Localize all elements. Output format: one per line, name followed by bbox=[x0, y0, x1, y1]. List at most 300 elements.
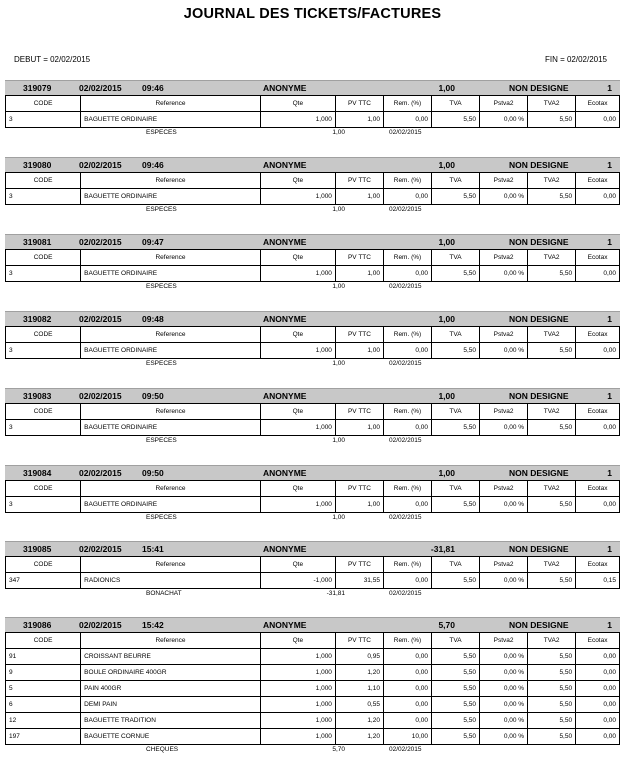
ticket-block bbox=[5, 388, 620, 446]
cell-pv-ttc: 1,10 bbox=[335, 681, 383, 697]
ticket-lines-table bbox=[5, 172, 620, 205]
cell-qte: 1,000 bbox=[260, 343, 335, 359]
column-header-pstva2: Pstva2 bbox=[480, 404, 528, 420]
payment-mode: ESPECES bbox=[146, 283, 177, 290]
ticket-designation: NON DESIGNE bbox=[509, 83, 569, 93]
column-header-reference: Reference bbox=[81, 404, 261, 420]
cell-qte: 1,000 bbox=[260, 649, 335, 665]
payment-line bbox=[5, 359, 620, 369]
column-header-reference: Reference bbox=[81, 633, 261, 649]
cell-remise: 0,00 bbox=[383, 649, 431, 665]
table-row bbox=[6, 420, 620, 436]
table-header-row bbox=[6, 633, 620, 649]
ticket-client: ANONYME bbox=[263, 544, 307, 554]
cell-ecotax: 0,00 bbox=[576, 665, 620, 681]
cell-remise: 0,00 bbox=[383, 497, 431, 513]
ticket-date: 02/02/2015 bbox=[79, 468, 122, 478]
column-header-remise: Rem. (%) bbox=[383, 250, 431, 266]
cell-pv-ttc: 31,55 bbox=[335, 573, 383, 589]
cell-code: 12 bbox=[6, 713, 81, 729]
payment-date: 02/02/2015 bbox=[389, 514, 422, 521]
table-header-row bbox=[6, 327, 620, 343]
table-row bbox=[6, 681, 620, 697]
payment-amount: 1,00 bbox=[332, 206, 345, 213]
column-header-tva2: TVA2 bbox=[528, 481, 576, 497]
column-header-tva: TVA bbox=[432, 173, 480, 189]
ticket-header bbox=[5, 541, 620, 556]
payment-date: 02/02/2015 bbox=[389, 283, 422, 290]
cell-remise: 10,00 bbox=[383, 729, 431, 745]
ticket-count: 1 bbox=[607, 83, 612, 93]
ticket-number: 319085 bbox=[23, 544, 52, 554]
cell-pstva2: 0,00 % bbox=[480, 697, 528, 713]
cell-pstva2: 0,00 % bbox=[480, 665, 528, 681]
cell-reference: BAGUETTE ORDINAIRE bbox=[81, 112, 261, 128]
ticket-block bbox=[5, 157, 620, 215]
ticket-number: 319082 bbox=[23, 314, 52, 324]
ticket-date: 02/02/2015 bbox=[79, 620, 122, 630]
payment-amount: 1,00 bbox=[332, 514, 345, 521]
cell-tva: 5,50 bbox=[432, 649, 480, 665]
cell-tva2: 5,50 bbox=[528, 665, 576, 681]
ticket-header bbox=[5, 465, 620, 480]
column-header-pstva2: Pstva2 bbox=[480, 633, 528, 649]
ticket-designation: NON DESIGNE bbox=[509, 620, 569, 630]
column-header-ecotax: Ecotax bbox=[576, 633, 620, 649]
cell-pstva2: 0,00 % bbox=[480, 649, 528, 665]
column-header-tva: TVA bbox=[432, 96, 480, 112]
column-header-qte: Qte bbox=[260, 250, 335, 266]
ticket-client: ANONYME bbox=[263, 620, 307, 630]
cell-reference: BAGUETTE ORDINAIRE bbox=[81, 497, 261, 513]
cell-reference: BAGUETTE ORDINAIRE bbox=[81, 189, 261, 205]
table-header-row bbox=[6, 96, 620, 112]
ticket-time: 15:42 bbox=[142, 620, 164, 630]
cell-code: 3 bbox=[6, 189, 81, 205]
cell-remise: 0,00 bbox=[383, 681, 431, 697]
ticket-client: ANONYME bbox=[263, 160, 307, 170]
cell-ecotax: 0,00 bbox=[576, 697, 620, 713]
cell-tva: 5,50 bbox=[432, 681, 480, 697]
column-header-reference: Reference bbox=[81, 481, 261, 497]
column-header-tva: TVA bbox=[432, 327, 480, 343]
payment-date: 02/02/2015 bbox=[389, 360, 422, 367]
column-header-ecotax: Ecotax bbox=[576, 557, 620, 573]
column-header-tva2: TVA2 bbox=[528, 557, 576, 573]
cell-ecotax: 0,00 bbox=[576, 112, 620, 128]
payment-mode: ESPECES bbox=[146, 514, 177, 521]
ticket-designation: NON DESIGNE bbox=[509, 160, 569, 170]
cell-pv-ttc: 1,20 bbox=[335, 729, 383, 745]
column-header-remise: Rem. (%) bbox=[383, 96, 431, 112]
ticket-count: 1 bbox=[607, 544, 612, 554]
cell-tva: 5,50 bbox=[432, 729, 480, 745]
column-header-remise: Rem. (%) bbox=[383, 404, 431, 420]
column-header-pv-ttc: PV TTC bbox=[335, 250, 383, 266]
ticket-block bbox=[5, 80, 620, 138]
ticket-block bbox=[5, 311, 620, 369]
table-row bbox=[6, 713, 620, 729]
cell-pv-ttc: 1,00 bbox=[335, 420, 383, 436]
ticket-lines-table bbox=[5, 632, 620, 745]
cell-tva2: 5,50 bbox=[528, 189, 576, 205]
ticket-time: 09:50 bbox=[142, 391, 164, 401]
cell-qte: 1,000 bbox=[260, 665, 335, 681]
column-header-pv-ttc: PV TTC bbox=[335, 173, 383, 189]
ticket-date: 02/02/2015 bbox=[79, 391, 122, 401]
ticket-date: 02/02/2015 bbox=[79, 160, 122, 170]
column-header-code: CODE bbox=[6, 173, 81, 189]
cell-remise: 0,00 bbox=[383, 665, 431, 681]
ticket-count: 1 bbox=[607, 237, 612, 247]
cell-reference: BAGUETTE ORDINAIRE bbox=[81, 420, 261, 436]
payment-amount: 1,00 bbox=[332, 283, 345, 290]
cell-qte: 1,000 bbox=[260, 497, 335, 513]
cell-remise: 0,00 bbox=[383, 343, 431, 359]
ticket-client: ANONYME bbox=[263, 468, 307, 478]
ticket-number: 319080 bbox=[23, 160, 52, 170]
column-header-ecotax: Ecotax bbox=[576, 481, 620, 497]
column-header-code: CODE bbox=[6, 250, 81, 266]
cell-tva2: 5,50 bbox=[528, 713, 576, 729]
cell-tva2: 5,50 bbox=[528, 649, 576, 665]
column-header-code: CODE bbox=[6, 96, 81, 112]
cell-code: 9 bbox=[6, 665, 81, 681]
cell-pstva2: 0,00 % bbox=[480, 729, 528, 745]
payment-amount: 1,00 bbox=[332, 437, 345, 444]
column-header-qte: Qte bbox=[260, 633, 335, 649]
column-header-qte: Qte bbox=[260, 404, 335, 420]
table-row bbox=[6, 697, 620, 713]
ticket-total: -31,81 bbox=[430, 544, 455, 554]
column-header-code: CODE bbox=[6, 557, 81, 573]
column-header-code: CODE bbox=[6, 404, 81, 420]
column-header-tva2: TVA2 bbox=[528, 404, 576, 420]
column-header-ecotax: Ecotax bbox=[576, 250, 620, 266]
ticket-total: 1,00 bbox=[438, 160, 455, 170]
ticket-date: 02/02/2015 bbox=[79, 237, 122, 247]
cell-tva2: 5,50 bbox=[528, 420, 576, 436]
cell-tva2: 5,50 bbox=[528, 697, 576, 713]
cell-pstva2: 0,00 % bbox=[480, 266, 528, 282]
cell-tva2: 5,50 bbox=[528, 266, 576, 282]
cell-ecotax: 0,00 bbox=[576, 649, 620, 665]
cell-qte: 1,000 bbox=[260, 189, 335, 205]
table-header-row bbox=[6, 173, 620, 189]
ticket-lines-table bbox=[5, 326, 620, 359]
cell-tva: 5,50 bbox=[432, 665, 480, 681]
ticket-block bbox=[5, 617, 620, 755]
table-row bbox=[6, 112, 620, 128]
column-header-reference: Reference bbox=[81, 327, 261, 343]
cell-remise: 0,00 bbox=[383, 713, 431, 729]
ticket-designation: NON DESIGNE bbox=[509, 237, 569, 247]
cell-pv-ttc: 1,00 bbox=[335, 266, 383, 282]
ticket-lines-table bbox=[5, 403, 620, 436]
period-start: DEBUT = 02/02/2015 bbox=[14, 55, 91, 64]
ticket-number: 319084 bbox=[23, 468, 52, 478]
ticket-total: 1,00 bbox=[438, 83, 455, 93]
ticket-client: ANONYME bbox=[263, 83, 307, 93]
column-header-qte: Qte bbox=[260, 173, 335, 189]
cell-reference: BAGUETTE TRADITION bbox=[81, 713, 261, 729]
ticket-block bbox=[5, 541, 620, 599]
table-row bbox=[6, 266, 620, 282]
cell-code: 347 bbox=[6, 573, 81, 589]
table-header-row bbox=[6, 250, 620, 266]
cell-code: 3 bbox=[6, 112, 81, 128]
cell-reference: BAGUETTE ORDINAIRE bbox=[81, 343, 261, 359]
cell-ecotax: 0,00 bbox=[576, 681, 620, 697]
column-header-remise: Rem. (%) bbox=[383, 327, 431, 343]
ticket-header bbox=[5, 311, 620, 326]
cell-ecotax: 0,00 bbox=[576, 189, 620, 205]
column-header-ecotax: Ecotax bbox=[576, 173, 620, 189]
column-header-pstva2: Pstva2 bbox=[480, 327, 528, 343]
column-header-tva: TVA bbox=[432, 404, 480, 420]
ticket-total: 1,00 bbox=[438, 391, 455, 401]
cell-code: 3 bbox=[6, 343, 81, 359]
ticket-number: 319079 bbox=[23, 83, 52, 93]
cell-pstva2: 0,00 % bbox=[480, 189, 528, 205]
ticket-time: 09:47 bbox=[142, 237, 164, 247]
payment-amount: 1,00 bbox=[332, 360, 345, 367]
column-header-pstva2: Pstva2 bbox=[480, 557, 528, 573]
cell-remise: 0,00 bbox=[383, 266, 431, 282]
cell-code: 5 bbox=[6, 681, 81, 697]
cell-tva: 5,50 bbox=[432, 189, 480, 205]
ticket-time: 09:50 bbox=[142, 468, 164, 478]
cell-tva2: 5,50 bbox=[528, 729, 576, 745]
ticket-count: 1 bbox=[607, 391, 612, 401]
cell-remise: 0,00 bbox=[383, 420, 431, 436]
cell-ecotax: 0,00 bbox=[576, 713, 620, 729]
ticket-count: 1 bbox=[607, 160, 612, 170]
payment-mode: CHEQUES bbox=[146, 746, 179, 753]
cell-qte: 1,000 bbox=[260, 681, 335, 697]
period-end: FIN = 02/02/2015 bbox=[544, 55, 607, 64]
column-header-remise: Rem. (%) bbox=[383, 557, 431, 573]
ticket-header bbox=[5, 80, 620, 95]
payment-line bbox=[5, 745, 620, 755]
cell-pv-ttc: 1,00 bbox=[335, 189, 383, 205]
cell-tva2: 5,50 bbox=[528, 112, 576, 128]
cell-tva: 5,50 bbox=[432, 573, 480, 589]
cell-ecotax: 0,00 bbox=[576, 497, 620, 513]
column-header-ecotax: Ecotax bbox=[576, 404, 620, 420]
cell-ecotax: 0,15 bbox=[576, 573, 620, 589]
table-row bbox=[6, 343, 620, 359]
cell-ecotax: 0,00 bbox=[576, 266, 620, 282]
cell-reference: CROISSANT BEURRE bbox=[81, 649, 261, 665]
cell-tva2: 5,50 bbox=[528, 343, 576, 359]
cell-qte: 1,000 bbox=[260, 266, 335, 282]
cell-qte: 1,000 bbox=[260, 729, 335, 745]
column-header-reference: Reference bbox=[81, 173, 261, 189]
table-header-row bbox=[6, 481, 620, 497]
cell-code: 91 bbox=[6, 649, 81, 665]
cell-qte: 1,000 bbox=[260, 420, 335, 436]
cell-reference: PAIN 400GR bbox=[81, 681, 261, 697]
ticket-count: 1 bbox=[607, 314, 612, 324]
ticket-designation: NON DESIGNE bbox=[509, 314, 569, 324]
payment-line bbox=[5, 282, 620, 292]
payment-date: 02/02/2015 bbox=[389, 746, 422, 753]
cell-tva: 5,50 bbox=[432, 713, 480, 729]
table-row bbox=[6, 189, 620, 205]
column-header-remise: Rem. (%) bbox=[383, 173, 431, 189]
ticket-count: 1 bbox=[607, 468, 612, 478]
column-header-remise: Rem. (%) bbox=[383, 633, 431, 649]
ticket-date: 02/02/2015 bbox=[79, 83, 122, 93]
cell-remise: 0,00 bbox=[383, 112, 431, 128]
cell-qte: 1,000 bbox=[260, 713, 335, 729]
column-header-qte: Qte bbox=[260, 481, 335, 497]
cell-remise: 0,00 bbox=[383, 697, 431, 713]
column-header-code: CODE bbox=[6, 481, 81, 497]
cell-pv-ttc: 1,20 bbox=[335, 713, 383, 729]
cell-tva: 5,50 bbox=[432, 266, 480, 282]
ticket-designation: NON DESIGNE bbox=[509, 468, 569, 478]
cell-pv-ttc: 1,00 bbox=[335, 497, 383, 513]
column-header-pstva2: Pstva2 bbox=[480, 173, 528, 189]
cell-code: 6 bbox=[6, 697, 81, 713]
payment-amount: -31,81 bbox=[326, 590, 345, 597]
column-header-tva: TVA bbox=[432, 557, 480, 573]
ticket-lines-table bbox=[5, 249, 620, 282]
ticket-designation: NON DESIGNE bbox=[509, 391, 569, 401]
column-header-pv-ttc: PV TTC bbox=[335, 327, 383, 343]
table-header-row bbox=[6, 557, 620, 573]
column-header-pstva2: Pstva2 bbox=[480, 250, 528, 266]
cell-tva: 5,50 bbox=[432, 112, 480, 128]
table-row bbox=[6, 729, 620, 745]
ticket-number: 319081 bbox=[23, 237, 52, 247]
column-header-tva: TVA bbox=[432, 250, 480, 266]
column-header-pv-ttc: PV TTC bbox=[335, 96, 383, 112]
column-header-pv-ttc: PV TTC bbox=[335, 481, 383, 497]
cell-pstva2: 0,00 % bbox=[480, 713, 528, 729]
column-header-reference: Reference bbox=[81, 250, 261, 266]
cell-pstva2: 0,00 % bbox=[480, 343, 528, 359]
cell-tva: 5,50 bbox=[432, 697, 480, 713]
column-header-qte: Qte bbox=[260, 327, 335, 343]
cell-tva2: 5,50 bbox=[528, 681, 576, 697]
table-row bbox=[6, 665, 620, 681]
ticket-client: ANONYME bbox=[263, 237, 307, 247]
payment-date: 02/02/2015 bbox=[389, 129, 422, 136]
cell-code: 3 bbox=[6, 420, 81, 436]
ticket-time: 15:41 bbox=[142, 544, 164, 554]
payment-amount: 5,70 bbox=[332, 746, 345, 753]
column-header-pstva2: Pstva2 bbox=[480, 481, 528, 497]
column-header-ecotax: Ecotax bbox=[576, 327, 620, 343]
cell-pv-ttc: 1,00 bbox=[335, 343, 383, 359]
column-header-qte: Qte bbox=[260, 557, 335, 573]
ticket-header bbox=[5, 388, 620, 403]
column-header-ecotax: Ecotax bbox=[576, 96, 620, 112]
ticket-designation: NON DESIGNE bbox=[509, 544, 569, 554]
cell-qte: 1,000 bbox=[260, 697, 335, 713]
cell-reference: RADIONICS bbox=[81, 573, 261, 589]
column-header-tva2: TVA2 bbox=[528, 96, 576, 112]
cell-qte: 1,000 bbox=[260, 112, 335, 128]
ticket-number: 319086 bbox=[23, 620, 52, 630]
payment-mode: ESPECES bbox=[146, 360, 177, 367]
cell-code: 197 bbox=[6, 729, 81, 745]
column-header-remise: Rem. (%) bbox=[383, 481, 431, 497]
ticket-time: 09:46 bbox=[142, 160, 164, 170]
ticket-total: 5,70 bbox=[438, 620, 455, 630]
cell-reference: BAGUETTE CORNUE bbox=[81, 729, 261, 745]
cell-tva: 5,50 bbox=[432, 343, 480, 359]
cell-pv-ttc: 1,20 bbox=[335, 665, 383, 681]
ticket-date: 02/02/2015 bbox=[79, 314, 122, 324]
ticket-total: 1,00 bbox=[438, 237, 455, 247]
ticket-client: ANONYME bbox=[263, 314, 307, 324]
cell-tva: 5,50 bbox=[432, 420, 480, 436]
ticket-header bbox=[5, 157, 620, 172]
ticket-header bbox=[5, 234, 620, 249]
cell-pstva2: 0,00 % bbox=[480, 497, 528, 513]
column-header-qte: Qte bbox=[260, 96, 335, 112]
ticket-lines-table bbox=[5, 480, 620, 513]
cell-ecotax: 0,00 bbox=[576, 420, 620, 436]
column-header-tva: TVA bbox=[432, 633, 480, 649]
cell-ecotax: 0,00 bbox=[576, 729, 620, 745]
payment-mode: BONACHAT bbox=[146, 590, 182, 597]
ticket-date: 02/02/2015 bbox=[79, 544, 122, 554]
column-header-tva2: TVA2 bbox=[528, 250, 576, 266]
column-header-reference: Reference bbox=[81, 557, 261, 573]
cell-pv-ttc: 1,00 bbox=[335, 112, 383, 128]
column-header-tva2: TVA2 bbox=[528, 327, 576, 343]
payment-date: 02/02/2015 bbox=[389, 206, 422, 213]
ticket-total: 1,00 bbox=[438, 314, 455, 324]
cell-remise: 0,00 bbox=[383, 573, 431, 589]
ticket-total: 1,00 bbox=[438, 468, 455, 478]
cell-pv-ttc: 0,95 bbox=[335, 649, 383, 665]
column-header-pv-ttc: PV TTC bbox=[335, 404, 383, 420]
cell-pstva2: 0,00 % bbox=[480, 681, 528, 697]
cell-pstva2: 0,00 % bbox=[480, 112, 528, 128]
ticket-lines-table bbox=[5, 95, 620, 128]
column-header-pstva2: Pstva2 bbox=[480, 96, 528, 112]
cell-pstva2: 0,00 % bbox=[480, 573, 528, 589]
column-header-tva: TVA bbox=[432, 481, 480, 497]
cell-pv-ttc: 0,55 bbox=[335, 697, 383, 713]
cell-reference: BAGUETTE ORDINAIRE bbox=[81, 266, 261, 282]
cell-reference: DEMI PAIN bbox=[81, 697, 261, 713]
cell-code: 3 bbox=[6, 497, 81, 513]
column-header-code: CODE bbox=[6, 633, 81, 649]
payment-line bbox=[5, 436, 620, 446]
payment-line bbox=[5, 513, 620, 523]
report-title: JOURNAL DES TICKETS/FACTURES bbox=[183, 6, 442, 22]
table-row bbox=[6, 573, 620, 589]
ticket-block bbox=[5, 465, 620, 523]
payment-mode: ESPECES bbox=[146, 437, 177, 444]
column-header-code: CODE bbox=[6, 327, 81, 343]
column-header-tva2: TVA2 bbox=[528, 633, 576, 649]
cell-reference: BOULE ORDINAIRE 400GR bbox=[81, 665, 261, 681]
table-row bbox=[6, 649, 620, 665]
cell-tva2: 5,50 bbox=[528, 573, 576, 589]
column-header-pv-ttc: PV TTC bbox=[335, 557, 383, 573]
ticket-number: 319083 bbox=[23, 391, 52, 401]
cell-pstva2: 0,00 % bbox=[480, 420, 528, 436]
cell-ecotax: 0,00 bbox=[576, 343, 620, 359]
